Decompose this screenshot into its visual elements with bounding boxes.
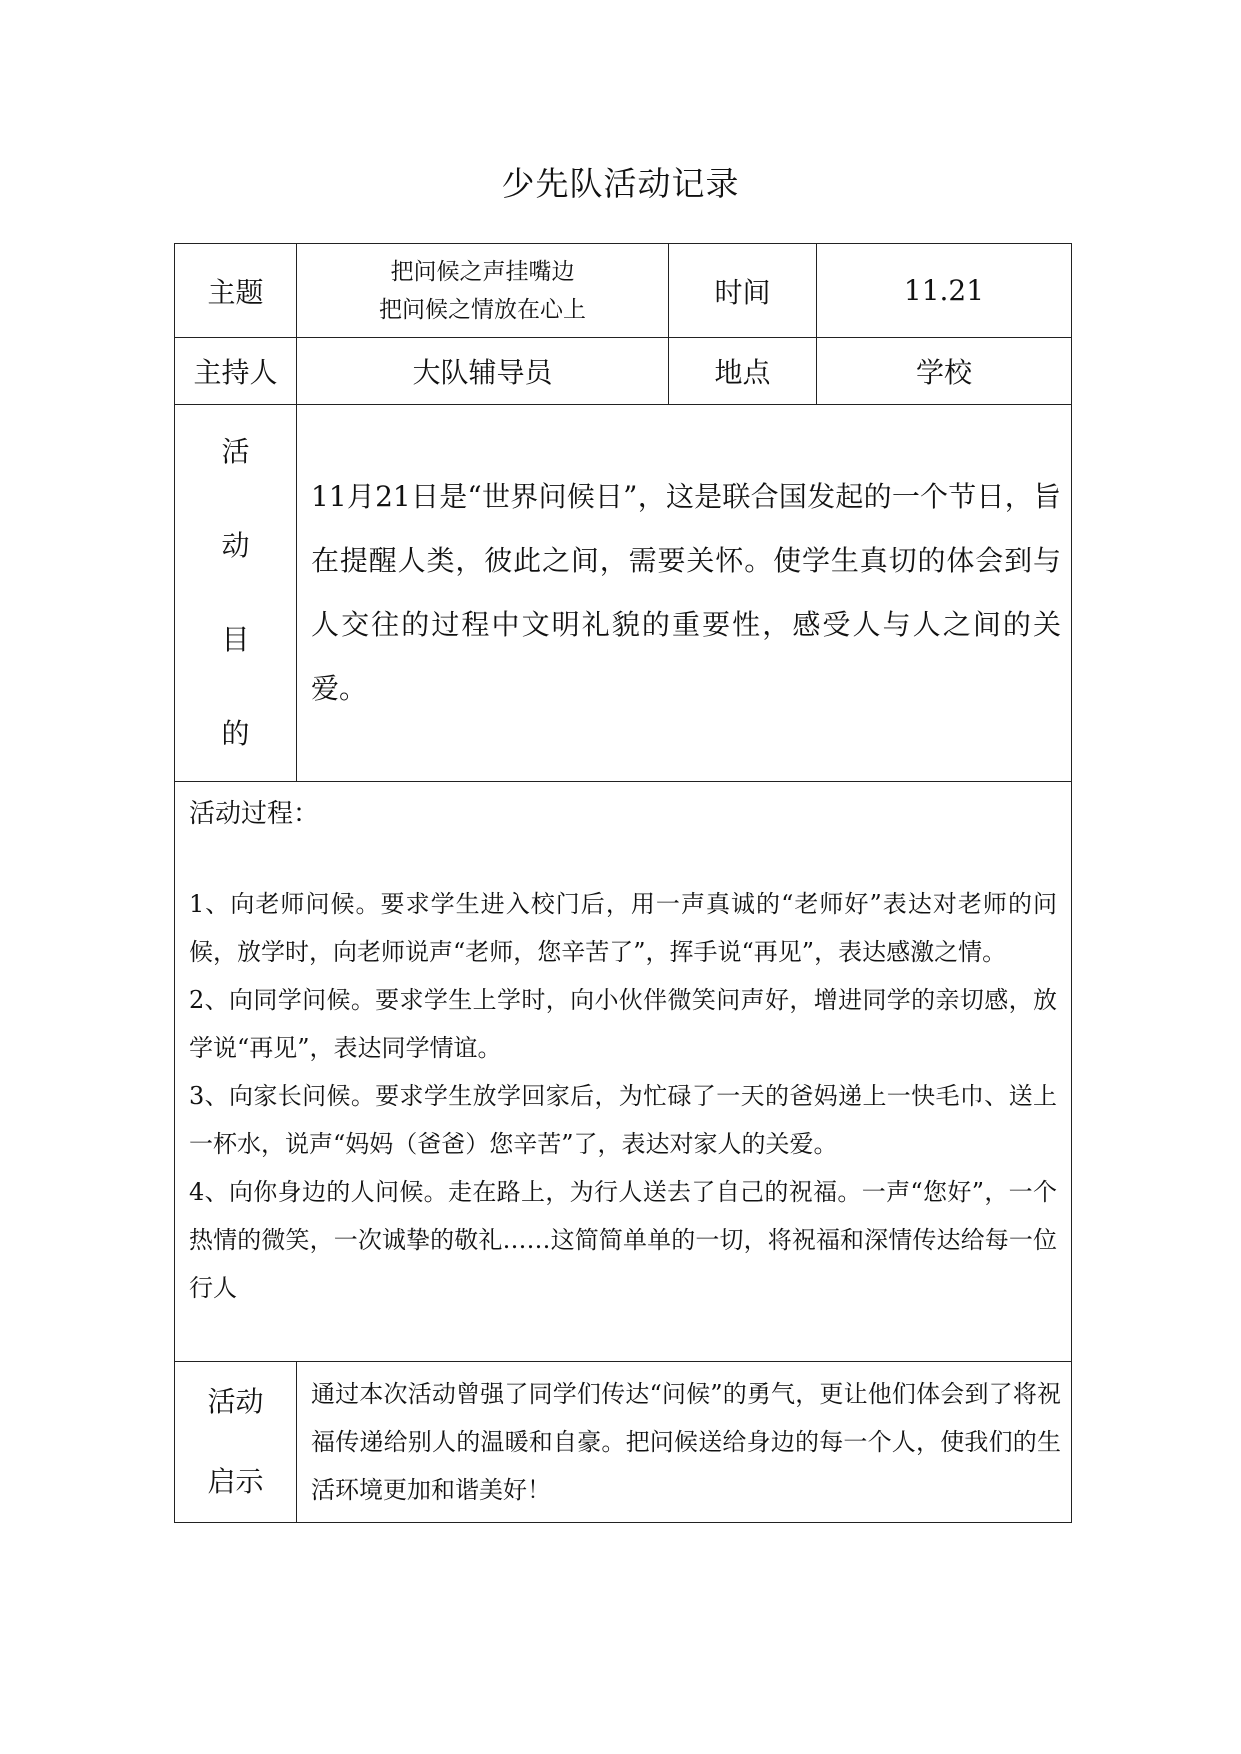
insight-text: 通过本次活动曾强了同学们传达“问候”的勇气，更让他们体会到了将祝福传递给别人的温暖和自豪。把问候送给身边的每一个人，使我们的生活环境更加和谐美好！ [297,1362,1072,1523]
place-value: 学校 [817,338,1072,405]
process-item: 3、向家长问候。要求学生放学回家后，为忙碌了一天的爸妈递上一快毛巾、送上一杯水，说声“妈妈（爸爸）您辛苦”了，表达对家人的关爱。 [189,1082,1057,1158]
host-label: 主持人 [175,338,297,405]
topic-value [297,244,669,338]
topic-label: 主题 [175,244,297,338]
process-item: 4、向你身边的人问候。走在路上，为行人送去了自己的祝福。一声“您好”，一个热情的微笑，一次诚挚的敬礼……这简简单单的一切，将祝福和深情传达给每一位行人 [189,1178,1057,1302]
process-row [175,782,1072,1362]
topic-line-2: 把问候之情放在心上 [379,296,586,323]
topic-line-1: 把问候之声挂嘴边 [390,258,575,285]
purpose-label-char: 目 [221,623,250,656]
activity-record-table [174,243,1072,1523]
process-item: 1、向老师问候。要求学生进入校门后，用一声真诚的“老师好”表达对老师的问候，放学时，向老师说声“老师，您辛苦了”，挥手说“再见”，表达感激之情。 [189,890,1057,966]
purpose-row [175,405,1072,782]
topic-row [175,244,1072,338]
host-value: 大队辅导员 [297,338,669,405]
process-cell [175,782,1072,1362]
purpose-label-char: 动 [221,529,250,562]
process-item: 2、向同学问候。要求学生上学时，向小伙伴微笑问声好，增进同学的亲切感，放学说“再见”，表达同学情谊。 [189,986,1057,1062]
document-title: 少先队活动记录 [501,164,740,203]
purpose-label-char: 的 [221,717,250,750]
purpose-label [175,405,297,782]
purpose-text: 11月21日是“世界问候日”，这是联合国发起的一个节日，旨在提醒人类，彼此之间，需要关怀。使学生真切的体会到与人交往的过程中文明礼貌的重要性，感受人与人之间的关爱。 [297,405,1072,782]
time-label: 时间 [669,244,817,338]
insight-label [175,1362,297,1523]
process-heading: 活动过程： [189,799,320,829]
host-row [175,338,1072,405]
insight-label-part: 活动 [207,1385,264,1418]
insight-label-part: 启示 [207,1465,264,1498]
purpose-label-char: 活 [221,435,250,468]
place-label: 地点 [669,338,817,405]
time-value: 11.21 [817,244,1072,338]
insight-row [175,1362,1072,1523]
